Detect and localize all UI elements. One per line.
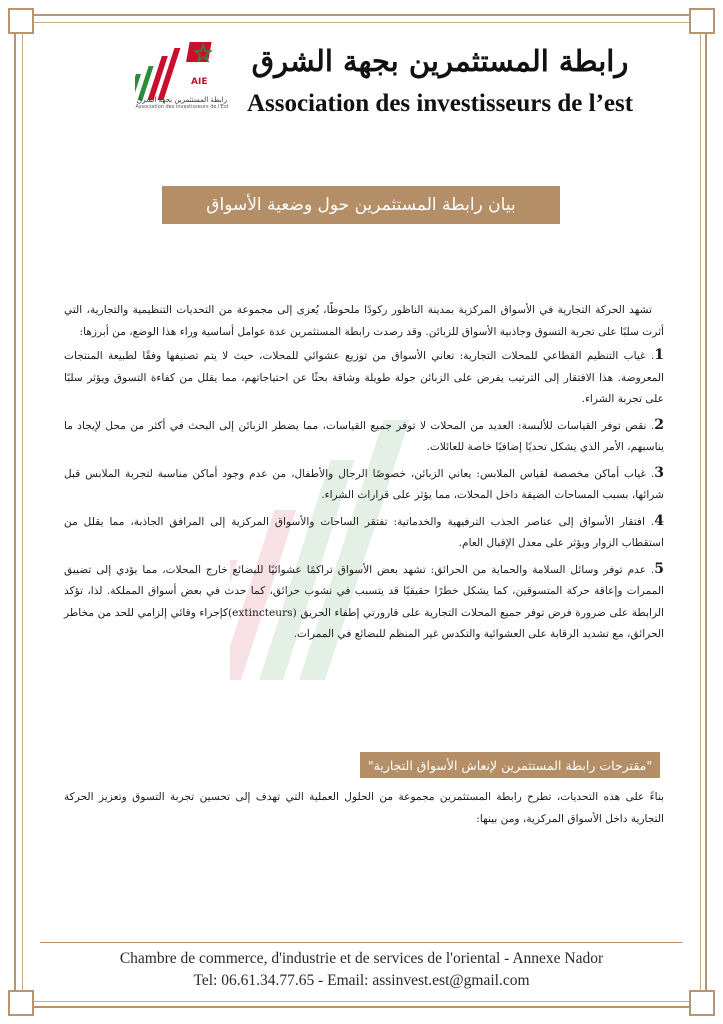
item-number: 1 (654, 347, 664, 363)
item-text: . افتقار الأسواق إلى عناصر الجذب الترفيهية والخدماتية: تفتقر الساحات والأسواق المركزية إلى المرافق الجاذبة، مما يقلل من استقطاب الزوار ويؤثر على معدل الإقبال العام. (64, 515, 664, 549)
intro-paragraph: تشهد الحركة التجارية في الأسواق المركزية بمدينة الناظور ركودًا ملحوظًا، يُعزى إلى مجموعة من التحديات التنظيمية والتجارية، التي أثرت سلبًا على تجربة التسوق وجاذبية الأسواق للزبائن. وقد رصدت رابطة المستثمرين عدة عوامل أساسية وراء هذا الوضع، من أبرزها: (64, 304, 664, 338)
association-name-fr: Association des investisseurs de l’est (246, 90, 634, 117)
logo-caption-fr: Association des investisseurs de l'Est (135, 104, 229, 110)
association-name-ar: رابطة المستثمرين بجهة الشرق (251, 44, 629, 78)
frame-corner (8, 8, 34, 34)
footer-divider (40, 942, 683, 943)
logo-caption-ar: رابطة المستثمرين بجهة الشرق (136, 96, 228, 104)
item-number: 3 (654, 464, 664, 481)
proposals-intro: بناءً على هذه التحديات، تطرح رابطة المستثمرين مجموعة من الحلول العملية التي تهدف إلى تحسين تجربة التسوق وتعزيز الحركة التجارية داخل الأسواق المركزية، ومن بينها: (64, 791, 664, 825)
item-number: 2 (654, 416, 664, 433)
list-item (64, 559, 664, 646)
frame-corner (689, 8, 715, 34)
item-text: . نقص توفر القياسات للألبسة: العديد من المحلات لا توفر جميع القياسات، مما يضطر الزبائن إلى البحث في أكثر من محل لإيجاد ما يناسبهم، الأمر الذي يشكل تحديًا إضافيًا خاصة للعائلات. (64, 419, 664, 453)
footer-contact: Tel: 06.61.34.77.65 - Email: assinvest.est@gmail.com (193, 972, 530, 989)
logo-caption (112, 96, 252, 110)
statement-body (64, 300, 664, 650)
item-number: 4 (654, 512, 664, 529)
item-text: . غياب أماكن مخصصة لقياس الملابس: يعاني الزبائن، خصوصًا الرجال والأطفال، من عدم وجود أماكن مناسبة لتجربة الملابس قبل شرائها، بسبب المساحات الضيقة داخل المحلات، مما يؤثر على قرارات الشراء. (64, 467, 664, 501)
proposals-body (64, 786, 664, 830)
list-item (64, 415, 664, 459)
item-text: . عدم توفر وسائل السلامة والحماية من الحرائق: تشهد بعض الأسواق تراكمًا عشوائيًا للبضائع خارج المحلات، مما يؤدي إلى تضييق الممرات وإعاقة حركة المتسوقين، كما يشكل خطرًا حقيقيًا قد يتسبب في نشوب حرائق، كما حدث في بعض أسواق المملكة. لذا، تؤكد الرابطة على ضرورة فرض توفر جميع المحلات التجارية على قارورتي إطفاء الحريق (extincteurs)كإجراء وقائي إلزامي للحد من مخاطر الحرائق، مع تشديد الرقابة على العشوائية والتكدس غير المنظم للبضائع في الممرات. (64, 563, 664, 640)
list-item (64, 345, 664, 411)
proposals-title: "مقترحات رابطة المستثمرين لإنعاش الأسواق التجارية" (360, 752, 660, 778)
frame-corner (8, 990, 34, 1016)
logo-letters: AIE (191, 77, 208, 87)
frame-corner (689, 990, 715, 1016)
document-title: بيان رابطة المستثمرين حول وضعية الأسواق (162, 186, 560, 224)
item-number: 5 (654, 560, 664, 577)
list-item (64, 511, 664, 555)
item-text: . غياب التنظيم القطاعي للمحلات التجارية: تعاني الأسواق من توزيع عشوائي للمحلات، حيث لا يتم تصنيفها وفقًا لطبيعة المنتجات المعروضة. هذا الافتقار إلى الترتيب يفرض على الزبائن جولة طويلة وشاقة بحثًا عن احتياجاتهم، مما يقلل من كفاءة التسوق ويؤثر سلبًا على تجربة الشراء. (64, 350, 664, 405)
list-item (64, 463, 664, 507)
footer-address: Chambre de commerce, d'industrie et de services de l'oriental - Annexe Nador (119, 950, 604, 967)
